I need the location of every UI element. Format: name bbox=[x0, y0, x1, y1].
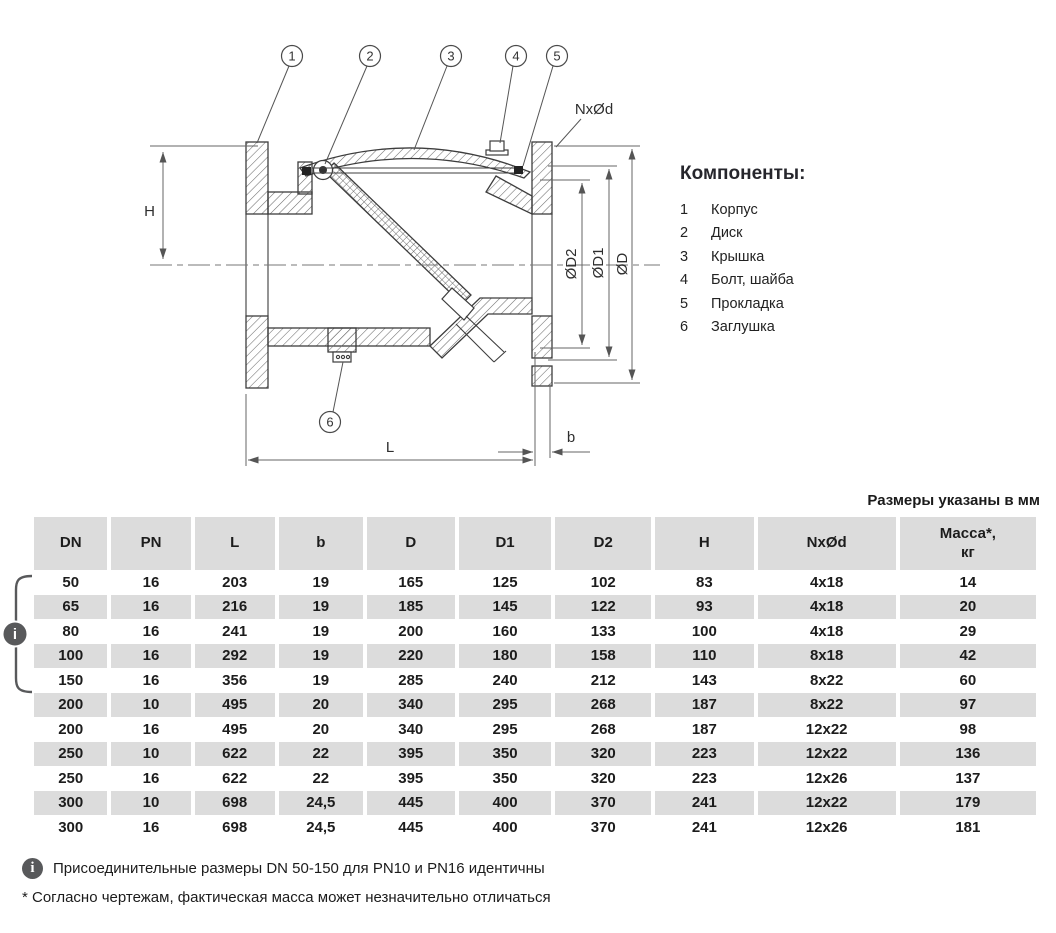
table-cell: 187 bbox=[655, 693, 754, 718]
table-cell: 19 bbox=[279, 595, 363, 620]
table-cell: 320 bbox=[590, 769, 616, 787]
table-cell: 395 bbox=[367, 742, 455, 767]
table-cell: 97 bbox=[900, 693, 1036, 718]
component-name: Крышка bbox=[711, 248, 765, 265]
table-cell: 356 bbox=[222, 671, 248, 689]
table-cell: 100 bbox=[691, 622, 717, 640]
component-number: 5 bbox=[680, 295, 689, 312]
disc-stem bbox=[466, 316, 504, 352]
component-item bbox=[680, 222, 1000, 246]
table-cell: 12x22 bbox=[758, 791, 896, 816]
table-cell: 200 bbox=[34, 693, 107, 718]
table-body bbox=[34, 570, 1036, 840]
table-cell: 16 bbox=[111, 644, 190, 669]
table-cell: 22 bbox=[312, 769, 330, 787]
table-cell: 145 bbox=[459, 595, 552, 620]
table-header-cell: D1 bbox=[459, 517, 552, 570]
table-cell: 350 bbox=[492, 769, 518, 787]
drain-boss bbox=[328, 328, 356, 352]
body-hub-left bbox=[268, 192, 312, 214]
table-cell: 133 bbox=[590, 622, 616, 640]
table-row bbox=[34, 619, 1036, 644]
table-cell: 400 bbox=[459, 791, 552, 816]
table-row bbox=[34, 742, 1036, 767]
table-cell: 445 bbox=[367, 791, 455, 816]
table-cell: 42 bbox=[900, 644, 1036, 669]
table-cell: 240 bbox=[492, 671, 518, 689]
table-cell: 22 bbox=[279, 742, 363, 767]
table-cell: 102 bbox=[590, 573, 616, 591]
table-cell: 8x18 bbox=[758, 644, 896, 669]
info-icon-glyph: i bbox=[12, 626, 18, 643]
component-item bbox=[680, 198, 1000, 222]
dim-label-D1: ØD1 bbox=[590, 247, 607, 279]
dimensions-table bbox=[30, 517, 1040, 840]
table-cell: 698 bbox=[222, 818, 248, 836]
table-row bbox=[34, 693, 1036, 718]
bolt-head bbox=[490, 141, 504, 151]
disc-stem-cap bbox=[494, 351, 506, 362]
table-header-row bbox=[34, 517, 1036, 570]
table-header-cell: b bbox=[279, 517, 363, 570]
table-cell: 622 bbox=[195, 742, 275, 767]
table-cell: 350 bbox=[459, 742, 552, 767]
table-cell: 495 bbox=[222, 720, 248, 738]
table-cell: 110 bbox=[655, 644, 754, 669]
table-cell: 10 bbox=[111, 693, 190, 718]
table-cell: 203 bbox=[222, 573, 248, 591]
table-cell: 100 bbox=[34, 644, 107, 669]
table-cell: 8x22 bbox=[809, 671, 844, 689]
table-cell: 20 bbox=[312, 720, 330, 738]
table-row bbox=[34, 815, 1036, 840]
info-icon: i bbox=[22, 858, 43, 879]
callout-number: 5 bbox=[553, 48, 561, 64]
table-cell: 83 bbox=[695, 573, 713, 591]
table-cell: 200 bbox=[58, 720, 84, 738]
table-header-cell: L bbox=[195, 517, 275, 570]
table-row bbox=[34, 595, 1036, 620]
table-row bbox=[34, 766, 1036, 791]
valve-disc bbox=[325, 163, 471, 304]
table-cell: 300 bbox=[58, 818, 84, 836]
table-cell: 20 bbox=[279, 693, 363, 718]
table-cell: 14 bbox=[959, 573, 977, 591]
table-cell: 200 bbox=[398, 622, 424, 640]
table-cell: 150 bbox=[58, 671, 84, 689]
dim-label-D2: ØD2 bbox=[563, 248, 580, 280]
component-item bbox=[680, 316, 1000, 340]
table-cell: 10 bbox=[111, 791, 190, 816]
table-cell: 320 bbox=[555, 742, 651, 767]
table-cell: 136 bbox=[900, 742, 1036, 767]
component-name: Прокладка bbox=[711, 295, 784, 312]
component-name: Диск bbox=[711, 225, 743, 242]
callout-number: 6 bbox=[326, 414, 334, 430]
table-cell: 143 bbox=[691, 671, 717, 689]
table-cell: 65 bbox=[34, 595, 107, 620]
callout-number: 1 bbox=[288, 48, 296, 64]
table-cell: 187 bbox=[691, 720, 717, 738]
valve-section-drawing bbox=[140, 35, 670, 480]
table-header-cell: Масса*, кг bbox=[900, 517, 1036, 570]
table-row bbox=[34, 668, 1036, 693]
table-header-cell: DN bbox=[34, 517, 107, 570]
callout-number: 3 bbox=[447, 48, 455, 64]
table-cell: 220 bbox=[367, 644, 455, 669]
components-title: Компоненты: bbox=[680, 163, 806, 184]
table-cell: 50 bbox=[62, 573, 80, 591]
table-header-cell: D bbox=[367, 517, 455, 570]
table-cell: 180 bbox=[459, 644, 552, 669]
table-cell: 223 bbox=[655, 742, 754, 767]
component-item bbox=[680, 269, 1000, 293]
units-note: Размеры указаны в мм bbox=[867, 492, 1040, 509]
left-flange-bottom bbox=[246, 316, 268, 388]
table-cell: 10 bbox=[111, 742, 190, 767]
table-cell: 24,5 bbox=[279, 791, 363, 816]
nxod-leader bbox=[556, 119, 581, 147]
table-cell: 185 bbox=[367, 595, 455, 620]
body-wall-right bbox=[486, 176, 532, 214]
table-row bbox=[34, 570, 1036, 595]
table-cell: 80 bbox=[62, 622, 80, 640]
component-name: Корпус bbox=[711, 201, 758, 218]
table-cell: 268 bbox=[590, 720, 616, 738]
table-row bbox=[34, 717, 1036, 742]
component-number: 2 bbox=[680, 225, 689, 242]
component-number: 3 bbox=[680, 248, 689, 265]
table-cell: 241 bbox=[222, 622, 248, 640]
dimension-lines bbox=[150, 119, 640, 466]
table-cell: 12x26 bbox=[805, 769, 848, 787]
table-cell: 4x18 bbox=[758, 595, 896, 620]
table-row bbox=[34, 791, 1036, 816]
table-cell: 125 bbox=[492, 573, 518, 591]
dim-label-nxod: NxØd bbox=[574, 101, 614, 118]
drain-plug bbox=[333, 352, 351, 362]
note-asterisk: * Согласно чертежам, фактическая масса может незначительно отличаться bbox=[22, 889, 551, 906]
dn-group-brace bbox=[2, 574, 36, 694]
table-cell: 370 bbox=[555, 791, 651, 816]
component-number: 6 bbox=[680, 319, 689, 336]
note-info-text: Присоединительные размеры DN 50-150 для PN10 и PN16 идентичны bbox=[53, 860, 545, 877]
table-cell: 300 bbox=[34, 791, 107, 816]
table-cell: 16 bbox=[142, 671, 160, 689]
table-cell: 268 bbox=[555, 693, 651, 718]
table-cell: 12x22 bbox=[805, 720, 848, 738]
table-cell: 137 bbox=[955, 769, 981, 787]
table-cell: 395 bbox=[398, 769, 424, 787]
table-cell: 122 bbox=[555, 595, 651, 620]
table-cell: 19 bbox=[279, 644, 363, 669]
dim-label-D: ØD bbox=[614, 252, 631, 276]
right-flange-top bbox=[532, 142, 552, 214]
gasket-left bbox=[302, 167, 311, 175]
table-cell: 12x26 bbox=[805, 818, 848, 836]
table-cell: 4x18 bbox=[809, 573, 844, 591]
table-cell: 16 bbox=[142, 573, 160, 591]
table-cell: 29 bbox=[959, 622, 977, 640]
table-cell: 24,5 bbox=[306, 818, 336, 836]
table-cell: 181 bbox=[955, 818, 981, 836]
component-number: 4 bbox=[680, 272, 689, 289]
table-cell: 158 bbox=[555, 644, 651, 669]
table-cell: 179 bbox=[900, 791, 1036, 816]
component-number: 1 bbox=[680, 201, 689, 218]
table-cell: 495 bbox=[195, 693, 275, 718]
components-legend bbox=[680, 163, 1000, 339]
table-cell: 19 bbox=[312, 573, 330, 591]
table-header-cell: H bbox=[655, 517, 754, 570]
table-cell: 212 bbox=[590, 671, 616, 689]
dim-label-b: b bbox=[566, 429, 576, 446]
table-header-cell: PN bbox=[111, 517, 190, 570]
table-row bbox=[34, 644, 1036, 669]
table-cell: 12x22 bbox=[758, 742, 896, 767]
callout-number: 2 bbox=[366, 48, 374, 64]
dim-label-H: H bbox=[144, 203, 155, 220]
right-flange-bottom bbox=[532, 316, 552, 358]
table-cell: 295 bbox=[459, 693, 552, 718]
table-header-cell: D2 bbox=[555, 517, 651, 570]
left-flange-top bbox=[246, 142, 268, 214]
table-cell: 250 bbox=[58, 769, 84, 787]
components-list bbox=[680, 198, 1000, 339]
table-cell: 216 bbox=[195, 595, 275, 620]
table-cell: 4x18 bbox=[809, 622, 844, 640]
note-info bbox=[22, 858, 545, 879]
table-cell: 60 bbox=[959, 671, 977, 689]
table-cell: 223 bbox=[691, 769, 717, 787]
table-cell: 8x22 bbox=[758, 693, 896, 718]
component-item bbox=[680, 292, 1000, 316]
table-cell: 93 bbox=[655, 595, 754, 620]
table-cell: 698 bbox=[195, 791, 275, 816]
component-name: Заглушка bbox=[711, 319, 775, 336]
callout-number: 4 bbox=[512, 48, 520, 64]
table-cell: 98 bbox=[959, 720, 977, 738]
table-cell: 165 bbox=[398, 573, 424, 591]
callout-balloons bbox=[282, 46, 568, 433]
table-cell: 16 bbox=[111, 595, 190, 620]
table-cell: 370 bbox=[590, 818, 616, 836]
component-item bbox=[680, 245, 1000, 269]
table-cell: 250 bbox=[34, 742, 107, 767]
table-cell: 160 bbox=[492, 622, 518, 640]
table-cell: 241 bbox=[655, 791, 754, 816]
table-cell: 285 bbox=[398, 671, 424, 689]
table-cell: 445 bbox=[398, 818, 424, 836]
dim-label-L: L bbox=[385, 439, 395, 456]
gasket-right bbox=[514, 166, 523, 174]
table-cell: 16 bbox=[142, 622, 160, 640]
table-cell: 19 bbox=[312, 671, 330, 689]
table-cell: 16 bbox=[142, 720, 160, 738]
table-cell: 16 bbox=[142, 818, 160, 836]
table-cell: 340 bbox=[367, 693, 455, 718]
table-cell: 295 bbox=[492, 720, 518, 738]
table-cell: 19 bbox=[312, 622, 330, 640]
component-name: Болт, шайба bbox=[711, 272, 794, 289]
table-header-cell: NxØd bbox=[758, 517, 896, 570]
table-cell: 241 bbox=[691, 818, 717, 836]
table-cell: 16 bbox=[142, 769, 160, 787]
table-cell: 622 bbox=[222, 769, 248, 787]
table-cell: 340 bbox=[398, 720, 424, 738]
table-cell: 400 bbox=[492, 818, 518, 836]
table-cell: 20 bbox=[900, 595, 1036, 620]
disc-stem bbox=[456, 324, 494, 362]
table-cell: 292 bbox=[195, 644, 275, 669]
